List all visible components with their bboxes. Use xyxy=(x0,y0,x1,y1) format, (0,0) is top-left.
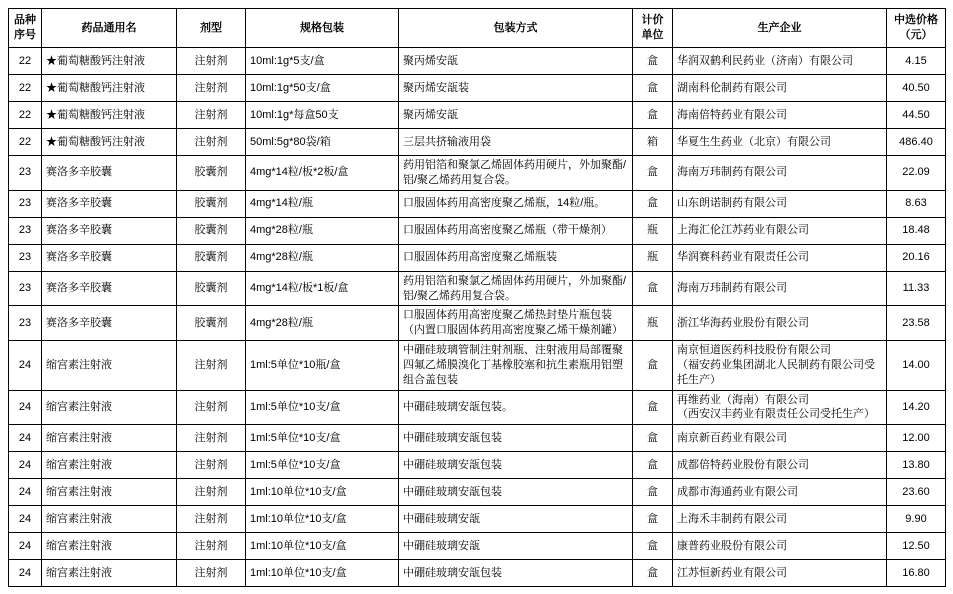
table-row xyxy=(9,560,946,587)
table-body xyxy=(9,48,946,587)
table-row xyxy=(9,506,946,533)
cell-unit: 盒 xyxy=(633,452,673,479)
cell-seq: 24 xyxy=(9,479,42,506)
cell-name: 赛洛多辛胶囊 xyxy=(42,217,177,244)
cell-spec: 50ml:5g*80袋/箱 xyxy=(246,129,399,156)
cell-name: 赛洛多辛胶囊 xyxy=(42,244,177,271)
cell-unit: 盒 xyxy=(633,190,673,217)
cell-spec: 4mg*28粒/瓶 xyxy=(246,244,399,271)
cell-name: 缩宫素注射液 xyxy=(42,479,177,506)
cell-seq: 23 xyxy=(9,156,42,191)
cell-price: 14.20 xyxy=(887,390,946,425)
cell-form: 注射剂 xyxy=(177,102,246,129)
cell-maker: 海南倍特药业有限公司 xyxy=(673,102,887,129)
cell-price: 8.63 xyxy=(887,190,946,217)
cell-seq: 23 xyxy=(9,271,42,306)
cell-spec: 10ml:1g*每盒50支 xyxy=(246,102,399,129)
cell-maker: 成都倍特药业股份有限公司 xyxy=(673,452,887,479)
cell-pack: 口服固体药用高密度聚乙烯瓶，14粒/瓶。 xyxy=(399,190,633,217)
cell-unit: 盒 xyxy=(633,48,673,75)
cell-name: 赛洛多辛胶囊 xyxy=(42,271,177,306)
cell-maker: 山东朗诺制药有限公司 xyxy=(673,190,887,217)
cell-unit: 盒 xyxy=(633,390,673,425)
table-row xyxy=(9,244,946,271)
cell-price: 12.00 xyxy=(887,425,946,452)
cell-seq: 23 xyxy=(9,217,42,244)
cell-form: 注射剂 xyxy=(177,452,246,479)
cell-pack: 口服固体药用高密度聚乙烯瓶（带干燥剂） xyxy=(399,217,633,244)
cell-unit: 盒 xyxy=(633,506,673,533)
cell-maker: 湖南科伦制药有限公司 xyxy=(673,75,887,102)
cell-pack: 三层共挤输液用袋 xyxy=(399,129,633,156)
cell-name: ★葡萄糖酸钙注射液 xyxy=(42,129,177,156)
cell-form: 注射剂 xyxy=(177,560,246,587)
cell-maker: 南京新百药业有限公司 xyxy=(673,425,887,452)
cell-form: 胶囊剂 xyxy=(177,217,246,244)
cell-pack: 中硼硅玻璃安瓿包装 xyxy=(399,425,633,452)
cell-unit: 盒 xyxy=(633,479,673,506)
cell-form: 胶囊剂 xyxy=(177,271,246,306)
column-header-unit: 计价 单位 xyxy=(633,9,673,48)
cell-price: 12.50 xyxy=(887,533,946,560)
cell-unit: 盒 xyxy=(633,75,673,102)
cell-maker: 江苏恒新药业有限公司 xyxy=(673,560,887,587)
table-row xyxy=(9,425,946,452)
table-row xyxy=(9,271,946,306)
cell-form: 注射剂 xyxy=(177,425,246,452)
cell-price: 23.60 xyxy=(887,479,946,506)
cell-spec: 1ml:5单位*10瓶/盒 xyxy=(246,341,399,391)
cell-price: 18.48 xyxy=(887,217,946,244)
cell-unit: 盒 xyxy=(633,560,673,587)
cell-pack: 聚丙烯安瓿 xyxy=(399,48,633,75)
cell-price: 13.80 xyxy=(887,452,946,479)
cell-maker: 海南万玮制药有限公司 xyxy=(673,156,887,191)
cell-spec: 4mg*14粒/板*2板/盒 xyxy=(246,156,399,191)
cell-name: 缩宫素注射液 xyxy=(42,425,177,452)
cell-seq: 23 xyxy=(9,306,42,341)
cell-maker: 南京恒道医药科技股份有限公司 （福安药业集团湖北人民制药有限公司受托生产） xyxy=(673,341,887,391)
table-row xyxy=(9,190,946,217)
column-header-pack: 包装方式 xyxy=(399,9,633,48)
table-row xyxy=(9,75,946,102)
table-row xyxy=(9,341,946,391)
table-row xyxy=(9,156,946,191)
cell-price: 22.09 xyxy=(887,156,946,191)
cell-spec: 4mg*28粒/瓶 xyxy=(246,217,399,244)
cell-pack: 药用铝箔和聚氯乙烯固体药用硬片，外加聚酯/铝/聚乙烯药用复合袋。 xyxy=(399,271,633,306)
cell-seq: 22 xyxy=(9,75,42,102)
cell-spec: 4mg*28粒/瓶 xyxy=(246,306,399,341)
cell-maker: 华润赛科药业有限责任公司 xyxy=(673,244,887,271)
cell-form: 注射剂 xyxy=(177,533,246,560)
cell-pack: 中硼硅玻璃安瓿包装 xyxy=(399,452,633,479)
cell-spec: 1ml:10单位*10支/盒 xyxy=(246,479,399,506)
cell-pack: 中硼硅玻璃安瓿包装 xyxy=(399,479,633,506)
cell-name: 赛洛多辛胶囊 xyxy=(42,306,177,341)
cell-maker: 再维药业（海南）有限公司 （西安汉丰药业有限责任公司受托生产） xyxy=(673,390,887,425)
cell-spec: 4mg*14粒/瓶 xyxy=(246,190,399,217)
cell-price: 9.90 xyxy=(887,506,946,533)
cell-name: ★葡萄糖酸钙注射液 xyxy=(42,48,177,75)
cell-seq: 23 xyxy=(9,190,42,217)
cell-unit: 盒 xyxy=(633,271,673,306)
cell-price: 44.50 xyxy=(887,102,946,129)
cell-price: 40.50 xyxy=(887,75,946,102)
table-row xyxy=(9,479,946,506)
cell-name: 缩宫素注射液 xyxy=(42,452,177,479)
cell-name: 缩宫素注射液 xyxy=(42,533,177,560)
cell-name: 缩宫素注射液 xyxy=(42,560,177,587)
cell-maker: 浙江华海药业股份有限公司 xyxy=(673,306,887,341)
cell-name: 赛洛多辛胶囊 xyxy=(42,190,177,217)
cell-maker: 上海禾丰制药有限公司 xyxy=(673,506,887,533)
cell-pack: 中硼硅玻璃安瓿 xyxy=(399,506,633,533)
cell-pack: 中硼硅玻璃安瓿 xyxy=(399,533,633,560)
cell-seq: 24 xyxy=(9,506,42,533)
cell-unit: 盒 xyxy=(633,533,673,560)
cell-maker: 海南万玮制药有限公司 xyxy=(673,271,887,306)
cell-pack: 中硼硅玻璃管制注射剂瓶、注射液用局部覆聚四氟乙烯膜溴化丁基橡胶塞和抗生素瓶用铝塑组合盖包装 xyxy=(399,341,633,391)
cell-maker: 康普药业股份有限公司 xyxy=(673,533,887,560)
cell-seq: 24 xyxy=(9,560,42,587)
cell-name: 缩宫素注射液 xyxy=(42,390,177,425)
cell-price: 11.33 xyxy=(887,271,946,306)
cell-price: 23.58 xyxy=(887,306,946,341)
cell-form: 注射剂 xyxy=(177,341,246,391)
cell-name: ★葡萄糖酸钙注射液 xyxy=(42,102,177,129)
cell-form: 胶囊剂 xyxy=(177,190,246,217)
cell-seq: 22 xyxy=(9,129,42,156)
cell-maker: 华润双鹤利民药业（济南）有限公司 xyxy=(673,48,887,75)
cell-name: ★葡萄糖酸钙注射液 xyxy=(42,75,177,102)
cell-spec: 1ml:5单位*10支/盒 xyxy=(246,452,399,479)
cell-price: 20.16 xyxy=(887,244,946,271)
cell-price: 16.80 xyxy=(887,560,946,587)
cell-spec: 1ml:10单位*10支/盒 xyxy=(246,560,399,587)
cell-pack: 中硼硅玻璃安瓿包装 xyxy=(399,560,633,587)
cell-spec: 1ml:10单位*10支/盒 xyxy=(246,533,399,560)
column-header-maker: 生产企业 xyxy=(673,9,887,48)
cell-name: 缩宫素注射液 xyxy=(42,506,177,533)
column-header-form: 剂型 xyxy=(177,9,246,48)
column-header-seq: 品种 序号 xyxy=(9,9,42,48)
cell-form: 注射剂 xyxy=(177,75,246,102)
cell-unit: 瓶 xyxy=(633,244,673,271)
cell-spec: 4mg*14粒/板*1板/盒 xyxy=(246,271,399,306)
cell-form: 胶囊剂 xyxy=(177,306,246,341)
table-row xyxy=(9,306,946,341)
drug-price-table xyxy=(8,8,946,587)
cell-unit: 瓶 xyxy=(633,217,673,244)
cell-price: 14.00 xyxy=(887,341,946,391)
cell-unit: 盒 xyxy=(633,425,673,452)
table-row xyxy=(9,390,946,425)
cell-spec: 1ml:10单位*10支/盒 xyxy=(246,506,399,533)
cell-pack: 口服固体药用高密度聚乙烯瓶装 xyxy=(399,244,633,271)
cell-form: 注射剂 xyxy=(177,48,246,75)
cell-form: 注射剂 xyxy=(177,129,246,156)
cell-seq: 22 xyxy=(9,102,42,129)
cell-unit: 盒 xyxy=(633,102,673,129)
table-row xyxy=(9,102,946,129)
table-row xyxy=(9,533,946,560)
cell-form: 注射剂 xyxy=(177,506,246,533)
cell-unit: 盒 xyxy=(633,156,673,191)
table-row xyxy=(9,452,946,479)
cell-pack: 口服固体药用高密度聚乙烯热封垫片瓶包装（内置口服固体药用高密度聚乙烯干燥剂罐） xyxy=(399,306,633,341)
cell-seq: 24 xyxy=(9,341,42,391)
cell-name: 赛洛多辛胶囊 xyxy=(42,156,177,191)
cell-form: 注射剂 xyxy=(177,390,246,425)
cell-maker: 华夏生生药业（北京）有限公司 xyxy=(673,129,887,156)
cell-seq: 24 xyxy=(9,533,42,560)
cell-seq: 24 xyxy=(9,425,42,452)
cell-name: 缩宫素注射液 xyxy=(42,341,177,391)
table-header xyxy=(9,9,946,48)
cell-pack: 中硼硅玻璃安瓿包装。 xyxy=(399,390,633,425)
column-header-price: 中选价格 （元） xyxy=(887,9,946,48)
cell-seq: 24 xyxy=(9,452,42,479)
cell-spec: 1ml:5单位*10支/盒 xyxy=(246,390,399,425)
cell-pack: 聚丙烯安瓿 xyxy=(399,102,633,129)
table-row xyxy=(9,48,946,75)
cell-seq: 23 xyxy=(9,244,42,271)
column-header-name: 药品通用名 xyxy=(42,9,177,48)
table-row xyxy=(9,217,946,244)
cell-spec: 10ml:1g*5支/盒 xyxy=(246,48,399,75)
cell-spec: 10ml:1g*50支/盒 xyxy=(246,75,399,102)
cell-seq: 24 xyxy=(9,390,42,425)
column-header-spec: 规格包装 xyxy=(246,9,399,48)
cell-form: 胶囊剂 xyxy=(177,244,246,271)
cell-maker: 上海汇伦江苏药业有限公司 xyxy=(673,217,887,244)
cell-unit: 盒 xyxy=(633,341,673,391)
cell-form: 注射剂 xyxy=(177,479,246,506)
cell-price: 486.40 xyxy=(887,129,946,156)
cell-spec: 1ml:5单位*10支/盒 xyxy=(246,425,399,452)
cell-pack: 药用铝箔和聚氯乙烯固体药用硬片，外加聚酯/铝/聚乙烯药用复合袋。 xyxy=(399,156,633,191)
table-row xyxy=(9,129,946,156)
cell-pack: 聚丙烯安瓿装 xyxy=(399,75,633,102)
cell-seq: 22 xyxy=(9,48,42,75)
cell-maker: 成都市海通药业有限公司 xyxy=(673,479,887,506)
cell-unit: 箱 xyxy=(633,129,673,156)
header-row xyxy=(9,9,946,48)
cell-price: 4.15 xyxy=(887,48,946,75)
cell-form: 胶囊剂 xyxy=(177,156,246,191)
cell-unit: 瓶 xyxy=(633,306,673,341)
